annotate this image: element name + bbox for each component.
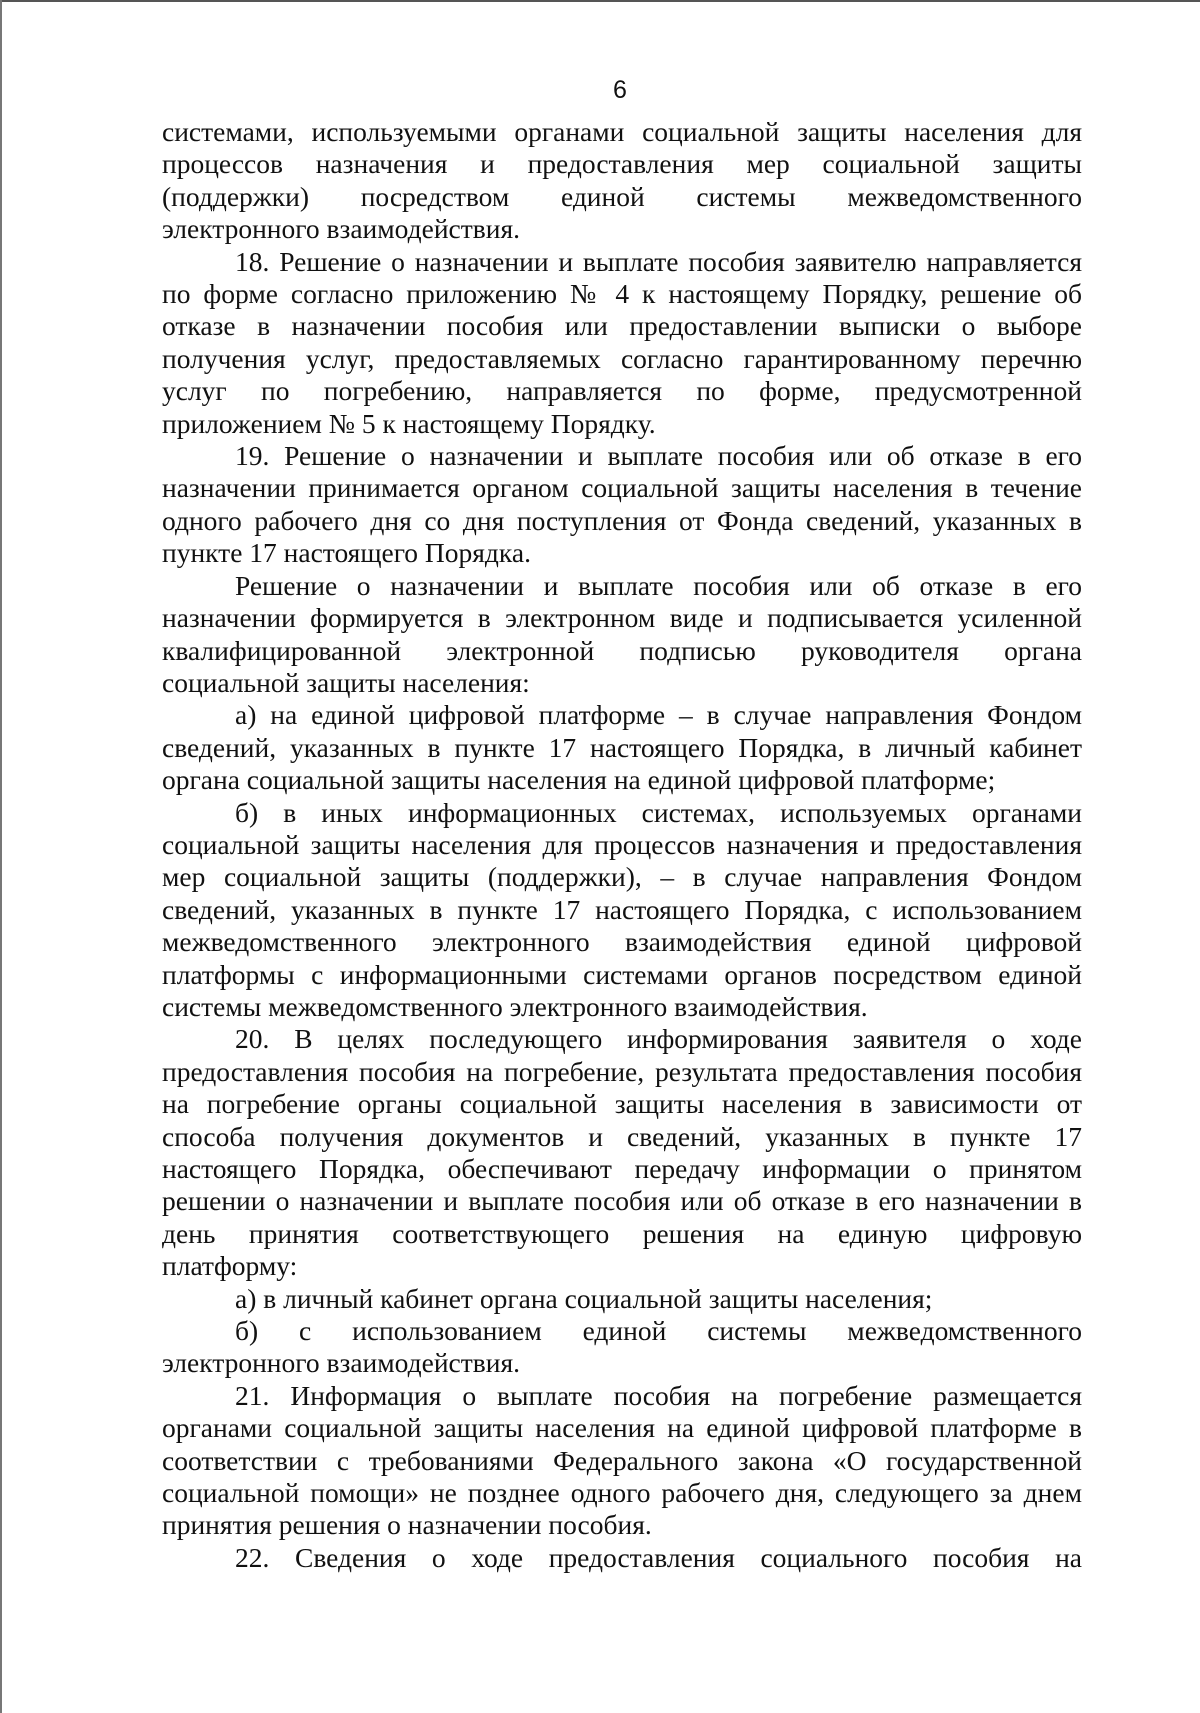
text-line: квалифицированной электронной подписью руководителя органа [162,634,1082,666]
scan-edge-top [0,0,1200,2]
text-line: получения услуг, предоставляемых согласно гарантированному перечню [162,342,1082,374]
text-line: день принятия соответствующего решения на единую цифровую [162,1217,1082,1249]
text-line: а) на единой цифровой платформе – в случае направления Фондом [235,699,1082,731]
text-line: межведомственного электронного взаимодействия единой цифровой [162,926,1082,958]
text-line: социальной защиты населения: [162,666,530,698]
paragraph [162,570,1082,700]
text-line: системы межведомственного электронного взаимодействия. [162,990,868,1022]
text-line: Решение о назначении и выплате пособия или об отказе в его [235,569,1082,601]
text-line: настоящего Порядка, обеспечивают передачу информации о принятом [162,1153,1082,1184]
text-line: назначении формируется в электронном виде и подписывается усиленной [162,602,1082,634]
text-line: 18. Решение о назначении и выплате пособия заявителю направляется [235,245,1082,277]
text-line: на погребение органы социальной защиты населения в зависимости от [162,1088,1082,1120]
text-line: социальной защиты населения для процессов назначения и предоставления [162,828,1082,860]
text-line: сведений, указанных в пункте 17 настоящего Порядка, с использованием [162,893,1082,925]
text-line: по форме согласно приложению № 4 к настоящему Порядку, решение об [162,278,1082,310]
text-line: б) с использованием единой системы межведомственного [235,1315,1082,1347]
text-line: 19. Решение о назначении и выплате пособия или об отказе в его [235,440,1082,472]
page-number: 6 [613,76,627,104]
text-line: назначении принимается органом социальной защиты населения в течение [162,472,1082,504]
text-line: 22. Сведения о ходе предоставления социального пособия на [235,1541,1082,1573]
text-line: соответствии с требованиями Федерального закона «О государственной [162,1444,1082,1476]
text-line: предоставления пособия на погребение, результата предоставления пособия [162,1055,1082,1087]
text-line: сведений, указанных в пункте 17 настоящего Порядка, в личный кабинет [162,731,1082,763]
text-line: решении о назначении и выплате пособия или об отказе в его назначении в [162,1185,1082,1217]
text-line: платформу: [162,1250,298,1282]
text-line: одного рабочего дня со дня поступления от Фонда сведений, указанных в [162,504,1082,536]
text-line: платформы с информационными системами органов посредством единой [162,958,1082,990]
paragraph [162,1380,1082,1542]
text-line: услуг по погребению, направляется по форме, предусмотренной [162,375,1082,407]
text-line: системами, используемыми органами социальной защиты населения для [162,116,1082,147]
paragraph [162,1542,1082,1574]
paragraph [162,699,1082,796]
document-body [162,116,1082,1574]
text-line: органами социальной защиты населения на единой цифровой платформе в [162,1412,1082,1444]
text-line: органа социальной защиты населения на единой цифровой платформе; [162,764,996,796]
text-line: отказе в назначении пособия или предоставлении выписки о выборе [162,310,1082,342]
text-line: мер социальной защиты (поддержки), – в случае направления Фондом [162,861,1082,893]
paragraph [162,440,1082,570]
text-line: процессов назначения и предоставления мер социальной защиты [162,148,1082,180]
text-line: приложением № 5 к настоящему Порядку. [162,407,656,439]
paragraph [162,246,1082,440]
text-line: 21. Информация о выплате пособия на погребение размещается [235,1379,1082,1411]
text-line: пункте 17 настоящего Порядка. [162,537,531,569]
text-line: электронного взаимодействия. [162,213,520,245]
text-line: принятия решения о назначении пособия. [162,1509,652,1541]
text-line: электронного взаимодействия. [162,1347,520,1379]
paragraph [162,116,1082,246]
paragraph [162,1283,1082,1315]
paragraph [162,1315,1082,1380]
text-line: 20. В целях последующего информирования заявителя о ходе [235,1023,1082,1055]
text-line: а) в личный кабинет органа социальной защиты населения; [235,1282,933,1314]
text-line: (поддержки) посредством единой системы межведомственного [162,180,1082,212]
text-line: способа получения документов и сведений, указанных в пункте 17 [162,1120,1082,1152]
paragraph [162,797,1082,1024]
scan-edge-left [0,0,2,1713]
text-line: б) в иных информационных системах, используемых органами [235,796,1082,828]
paragraph [162,1023,1082,1282]
text-line: социальной помощи» не позднее одного рабочего дня, следующего за днем [162,1477,1082,1509]
